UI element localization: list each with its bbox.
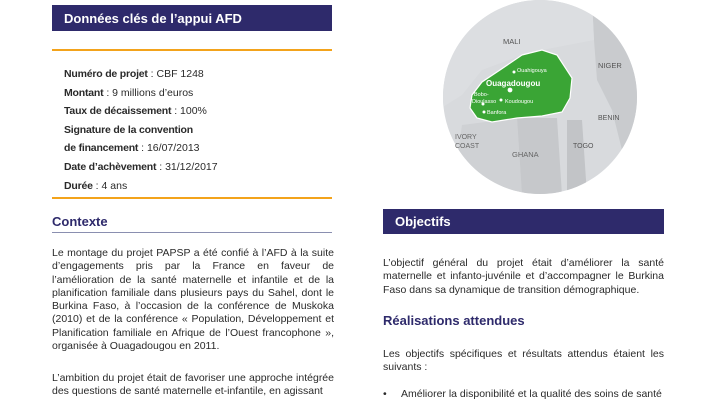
contexte-paragraph-1: Le montage du projet PAPSP a été confié à l’AFD à la suite d’engagements pris par la France en faveur de l’amélioration de la santé maternelle et infantile et de la planification familiale dans plusieurs pays du Sahel, dont le Burkina Faso, à l’occasion de la conférence de Muskoka (2010) et de la conférence « Population, Développement et Planification familiale en Afrique de l’Ouest francophone », organisée à Ouagadougou en 2011. bbox=[52, 247, 334, 353]
label-benin: BENIN bbox=[598, 115, 620, 122]
orange-divider-top bbox=[52, 49, 332, 51]
label-ghana: GHANA bbox=[512, 150, 539, 159]
label-koudougou: Koudougou bbox=[505, 99, 534, 105]
contexte-title: Contexte bbox=[52, 214, 108, 229]
label-niger: NIGER bbox=[598, 61, 622, 70]
list-item bbox=[383, 388, 683, 400]
burkina-faso-map bbox=[422, 0, 652, 195]
objectifs-title: Objectifs bbox=[395, 214, 451, 229]
bullet-marker: • bbox=[383, 388, 387, 400]
bullet-text: Améliorer la disponibilité et la qualité des soins de santé bbox=[401, 388, 662, 400]
contexte-underline bbox=[52, 232, 332, 233]
key-data-list bbox=[64, 65, 330, 195]
key-data-item: Signature de la convention bbox=[64, 123, 193, 136]
objectifs-header bbox=[383, 209, 664, 234]
key-data-item: Taux de décaissement : 100% bbox=[64, 105, 207, 118]
label-mali: MALI bbox=[503, 37, 521, 46]
objectifs-paragraph: L’objectif général du projet était d’améliorer la santé maternelle et infanto-juvénile et d’accompagner le Burkina Faso dans sa dynamique de transition démographique. bbox=[383, 257, 664, 296]
realisations-paragraph: Les objectifs spécifiques et résultats attendus étaient les suivants : bbox=[383, 348, 664, 374]
label-ouagadougou: Ouagadougou bbox=[486, 79, 541, 88]
key-data-item: Durée : 4 ans bbox=[64, 179, 128, 192]
key-data-item: de financement : 16/07/2013 bbox=[64, 142, 200, 155]
label-ouahigouya: Ouahigouya bbox=[517, 68, 547, 74]
key-data-item: Date d’achèvement : 31/12/2017 bbox=[64, 160, 218, 173]
label-dioulasso: Dioulasso bbox=[472, 99, 497, 105]
orange-divider-bottom bbox=[52, 197, 332, 199]
key-data-title: Données clés de l’appui AFD bbox=[64, 10, 242, 26]
label-togo: TOGO bbox=[573, 143, 594, 150]
label-banfora: Banfora bbox=[487, 110, 507, 116]
contexte-paragraph-2: L’ambition du projet était de favoriser une approche intégrée des questions de santé maternelle et-infantile, en agissant bbox=[52, 372, 334, 398]
label-coast: COAST bbox=[455, 143, 480, 150]
key-data-item: Numéro de projet : CBF 1248 bbox=[64, 68, 204, 80]
label-ivory: IVORY bbox=[455, 134, 477, 141]
label-bobo: Bobo- bbox=[474, 92, 489, 98]
key-data-header bbox=[52, 5, 332, 31]
realisations-title: Réalisations attendues bbox=[383, 313, 525, 328]
key-data-item: Montant : 9 millions d’euros bbox=[64, 86, 194, 99]
